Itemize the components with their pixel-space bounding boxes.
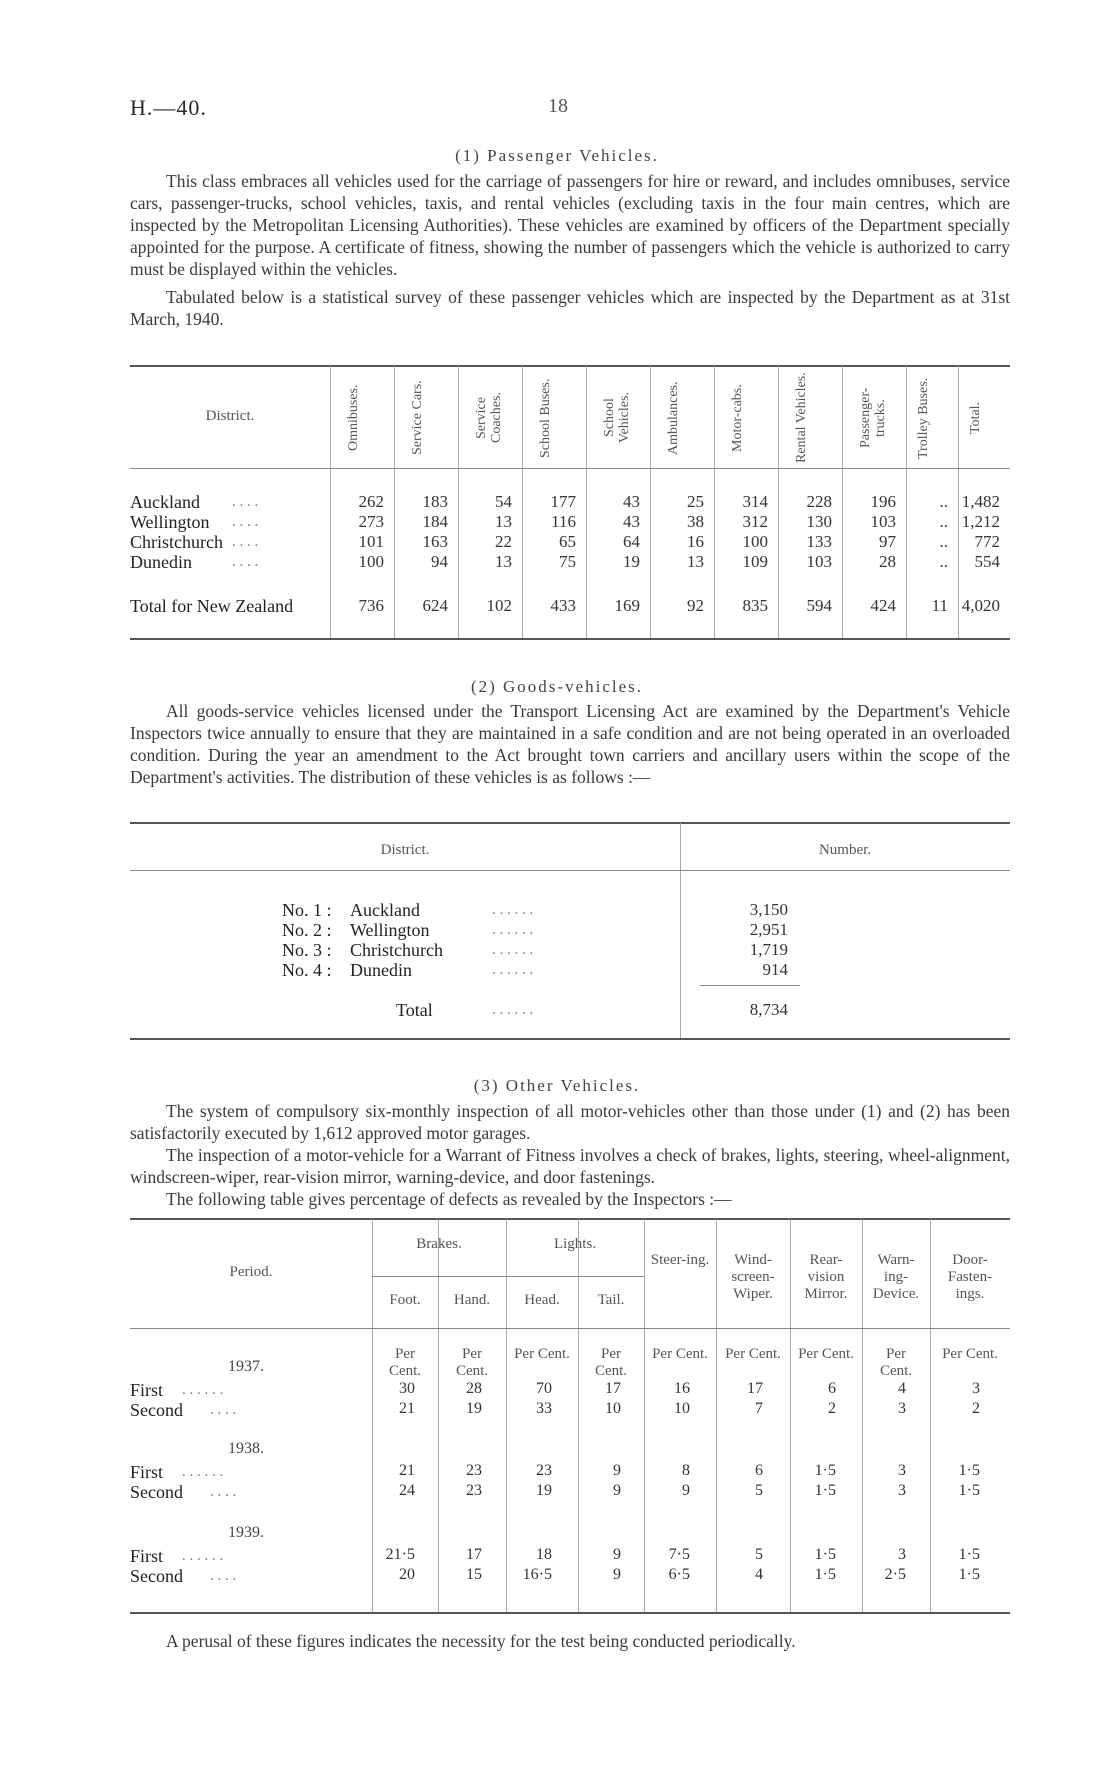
table-3-leader-dots: . . . . . . bbox=[182, 1548, 224, 1564]
table-2-row-district: Dunedin bbox=[350, 960, 412, 980]
table-3-cell: 3 bbox=[898, 1462, 906, 1479]
table-2-leader-dots: . . . . . . bbox=[492, 942, 534, 958]
table-1-cell: .. bbox=[939, 492, 948, 511]
table-3-unit-label: Per Cent. bbox=[388, 1346, 422, 1379]
closing-paragraph: A perusal of these figures indicates the necessity for the test being conducted periodically. bbox=[166, 1631, 796, 1651]
table-3-warn-header: Warn-ing-Device. bbox=[872, 1252, 920, 1302]
table-1-row-district: Dunedin bbox=[130, 552, 192, 572]
page-number: 18 bbox=[548, 95, 568, 117]
table-3-leader-dots: . . . . . . bbox=[182, 1464, 224, 1480]
table-3-head-header: Head. bbox=[524, 1292, 560, 1308]
table-1-cell: 25 bbox=[687, 492, 704, 511]
table-2-number-header: Number. bbox=[818, 842, 872, 858]
table-1-cell: 177 bbox=[550, 492, 576, 511]
table-3-row-label: Second bbox=[130, 1566, 183, 1586]
table-1-cell: 109 bbox=[742, 552, 768, 571]
table-3-cell: 21·5 bbox=[385, 1546, 415, 1563]
table-2-number-cell: 914 bbox=[762, 960, 788, 979]
table-3-cell: 4 bbox=[755, 1566, 763, 1583]
table-3-door-header: Door-Fasten-ings. bbox=[947, 1252, 993, 1302]
table-3-row-label: First bbox=[130, 1462, 164, 1482]
section-2-heading: (2) Goods-vehicles. bbox=[470, 677, 644, 696]
table-1-cell: 94 bbox=[431, 552, 448, 571]
section-3-paragraph-3: The following table gives percentage of defects as revealed by the Inspectors :— bbox=[166, 1189, 732, 1209]
table-3-cell: 9 bbox=[613, 1546, 621, 1563]
table-1-cell: 130 bbox=[806, 512, 832, 531]
table-1-cell: 38 bbox=[687, 512, 704, 531]
section-3-heading: (3) Other Vehicles. bbox=[473, 1076, 641, 1095]
table-2-row-district: Auckland bbox=[350, 900, 420, 920]
table-3-cell: 5 bbox=[755, 1482, 763, 1499]
table-3-cell: 33 bbox=[536, 1400, 552, 1417]
table-1-total-cell: 4,020 bbox=[961, 596, 1000, 615]
table-2-row-no: No. 3 : bbox=[282, 940, 332, 960]
table-3-cell: 10 bbox=[605, 1400, 621, 1417]
table-2-district-header: District. bbox=[380, 842, 430, 858]
table-1-cell: 554 bbox=[974, 552, 1000, 571]
table-1-total-label: Total for New Zealand bbox=[130, 596, 294, 616]
table-3-cell: 9 bbox=[613, 1566, 621, 1583]
table-1-cell: 772 bbox=[974, 532, 1000, 551]
section-3-text bbox=[130, 1100, 1010, 1210]
table-3-top-rule bbox=[130, 1218, 1010, 1220]
table-1-column-header: Passenger-trucks. bbox=[858, 387, 888, 449]
section-3-paragraph-2: The inspection of a motor-vehicle for a Warrant of Fitness involves a check of brakes, lights, steering, wheel-alignment, windscreen-wiper, rear-vision mirror, warning-device, and door fastenings. bbox=[130, 1145, 1010, 1187]
table-2-leader-dots: . . . . . . bbox=[492, 922, 534, 938]
table-3-leader-dots: . . . . bbox=[210, 1484, 237, 1500]
table-3-cell: 7·5 bbox=[668, 1546, 690, 1563]
table-3-cell: 21 bbox=[399, 1462, 415, 1479]
table-3-leader-dots: . . . . bbox=[210, 1402, 237, 1418]
table-3-cell: 5 bbox=[755, 1546, 763, 1563]
table-1-total-cell: 169 bbox=[614, 596, 640, 615]
table-1-total-cell: 433 bbox=[550, 596, 576, 615]
table-1-cell: 1,482 bbox=[961, 492, 1000, 511]
table-1-leader-dots: . . . . bbox=[232, 554, 259, 570]
table-3-cell: 1·5 bbox=[958, 1462, 980, 1479]
table-1-cell: 116 bbox=[551, 512, 576, 531]
table-3-wind-header: Wind-screen-Wiper. bbox=[731, 1252, 775, 1302]
table-2-total-label: Total bbox=[396, 1000, 433, 1020]
table-3-steering-header: Steer-ing. bbox=[650, 1252, 710, 1268]
table-1-cell: 100 bbox=[358, 552, 384, 571]
table-1-cell: 183 bbox=[422, 492, 448, 511]
table-1-cell: 43 bbox=[623, 512, 640, 531]
table-1-row-district: Christchurch bbox=[130, 532, 223, 552]
table-1-cell: 13 bbox=[495, 512, 512, 531]
table-3-foot-header: Foot. bbox=[389, 1292, 421, 1308]
table-3-unit-label: Per Cent. bbox=[652, 1346, 708, 1362]
table-3-unit-label: Per Cent. bbox=[725, 1346, 781, 1362]
table-3-unit-label: Per Cent. bbox=[594, 1346, 628, 1379]
table-3-cell: 1·5 bbox=[958, 1566, 980, 1583]
table-1-leader-dots: . . . . bbox=[232, 514, 259, 530]
table-3-cell: 2 bbox=[828, 1400, 836, 1417]
table-3-cell: 18 bbox=[536, 1546, 552, 1563]
table-3-unit-label: Per Cent. bbox=[514, 1346, 570, 1362]
table-3-year-label: 1937. bbox=[228, 1358, 264, 1375]
table-3-cell: 16 bbox=[674, 1380, 690, 1397]
table-1-cell: 228 bbox=[806, 492, 832, 511]
table-1-cell: 22 bbox=[495, 532, 512, 551]
table-3-row-label: Second bbox=[130, 1482, 183, 1502]
table-1-row-district: Wellington bbox=[130, 512, 210, 532]
table-3-hand-header: Hand. bbox=[453, 1292, 491, 1308]
table-3-bottom-rule bbox=[130, 1612, 1010, 1614]
table-3-cell: 1·5 bbox=[814, 1566, 836, 1583]
section-1-heading: (1) Passenger Vehicles. bbox=[455, 146, 659, 165]
table-3-cell: 24 bbox=[399, 1482, 415, 1499]
table-1-cell: 314 bbox=[742, 492, 768, 511]
table-3-unit-label: Per Cent. bbox=[798, 1346, 854, 1362]
table-3-cell: 3 bbox=[898, 1546, 906, 1563]
table-3-cell: 1·5 bbox=[814, 1546, 836, 1563]
table-1-column-header: Trolley Buses. bbox=[916, 377, 931, 459]
table-3-cell: 15 bbox=[466, 1566, 482, 1583]
table-2-bottom-rule bbox=[130, 1038, 1010, 1040]
table-3-cell: 21 bbox=[399, 1400, 415, 1417]
table-3-unit-label: Per Cent. bbox=[455, 1346, 489, 1379]
table-3-period-header: Period. bbox=[229, 1264, 273, 1280]
table-3-cell: 28 bbox=[466, 1380, 482, 1397]
table-2-row-no: No. 1 : bbox=[282, 900, 332, 920]
table-3-leader-dots: . . . . . . bbox=[182, 1382, 224, 1398]
table-3-rear-header: Rear-vision Mirror. bbox=[804, 1252, 848, 1302]
table-1-cell: 103 bbox=[806, 552, 832, 571]
table-3-unit-label: Per Cent. bbox=[879, 1346, 913, 1379]
table-1-total-cell: 736 bbox=[358, 596, 384, 615]
table-1-row-district: Auckland bbox=[130, 492, 200, 512]
table-1-column-header: Total. bbox=[968, 401, 983, 435]
table-1-column-header: Motor-cabs. bbox=[730, 384, 745, 452]
section-1-paragraph-2: Tabulated below is a statistical survey of these passenger vehicles which are inspected by the Department as at 31st March, 1940. bbox=[130, 287, 1010, 329]
table-1-cell: .. bbox=[939, 552, 948, 571]
table-3-cell: 3 bbox=[898, 1400, 906, 1417]
table-3-cell: 30 bbox=[399, 1380, 415, 1397]
closing-text bbox=[130, 1630, 1010, 1652]
table-1-cell: 19 bbox=[623, 552, 640, 571]
table-1-leader-dots: . . . . bbox=[232, 534, 259, 550]
table-2-leader-dots: . . . . . . bbox=[492, 1002, 534, 1018]
table-1-column-header: Service Cars. bbox=[410, 380, 425, 456]
table-2-total-rule bbox=[700, 985, 800, 986]
table-3-cell: 8 bbox=[682, 1462, 690, 1479]
table-1-cell: 100 bbox=[742, 532, 768, 551]
table-2-row-district: Wellington bbox=[350, 920, 430, 940]
table-1-total-cell: 424 bbox=[870, 596, 896, 615]
table-3-cell: 23 bbox=[466, 1482, 482, 1499]
table-3-header-rule bbox=[130, 1328, 1010, 1329]
table-3-subheader-rule bbox=[372, 1276, 644, 1277]
table-1-cell: 312 bbox=[742, 512, 768, 531]
table-3-row-label: First bbox=[130, 1380, 164, 1400]
table-1-cell: 101 bbox=[358, 532, 384, 551]
table-3-row-label: First bbox=[130, 1546, 164, 1566]
table-3-cell: 20 bbox=[399, 1566, 415, 1583]
table-3-cell: 17 bbox=[605, 1380, 621, 1397]
table-2-number-cell: 1,719 bbox=[749, 940, 788, 959]
table-1-cell: 184 bbox=[422, 512, 448, 531]
table-3-cell: 6 bbox=[828, 1380, 836, 1397]
table-1-cell: 64 bbox=[623, 532, 640, 551]
table-1-total-cell: 624 bbox=[422, 596, 448, 615]
table-2-header-rule bbox=[130, 870, 1010, 871]
section-1-text bbox=[130, 170, 1010, 330]
table-1-cell: .. bbox=[939, 512, 948, 531]
table-1-total-cell: 594 bbox=[806, 596, 832, 615]
table-1-cell: 262 bbox=[358, 492, 384, 511]
table-1-total-cell: 11 bbox=[931, 596, 948, 615]
table-3-cell: 1·5 bbox=[814, 1462, 836, 1479]
table-3-unit-label: Per Cent. bbox=[942, 1346, 998, 1362]
table-2-row-no: No. 4 : bbox=[282, 960, 332, 980]
table-2-top-rule bbox=[130, 822, 1010, 824]
table-3-cell: 19 bbox=[536, 1482, 552, 1499]
table-3-cell: 70 bbox=[536, 1380, 552, 1397]
table-3-cell: 3 bbox=[898, 1482, 906, 1499]
table-3-tail-header: Tail. bbox=[597, 1292, 625, 1308]
table-3-cell: 16·5 bbox=[522, 1566, 552, 1583]
table-3-cell: 9 bbox=[613, 1462, 621, 1479]
table-2-row-district: Christchurch bbox=[350, 940, 443, 960]
table-2-leader-dots: . . . . . . bbox=[492, 962, 534, 978]
section-3-paragraph-1: The system of compulsory six-monthly inspection of all motor-vehicles other than those under (1) and (2) has been satisfactorily executed by 1,612 approved motor garages. bbox=[130, 1101, 1010, 1143]
table-1-column-header: Omnibuses. bbox=[346, 384, 361, 452]
table-3-cell: 2·5 bbox=[884, 1566, 906, 1583]
table-1-column-header: School Buses. bbox=[538, 378, 553, 458]
table-2-total-cell: 8,734 bbox=[749, 1000, 788, 1019]
table-1-cell: 13 bbox=[495, 552, 512, 571]
table-1-top-rule bbox=[130, 365, 1010, 367]
table-2-leader-dots: . . . . . . bbox=[492, 902, 534, 918]
table-3-leader-dots: . . . . bbox=[210, 1568, 237, 1584]
table-3-cell: 4 bbox=[898, 1380, 906, 1397]
table-1-cell: 16 bbox=[687, 532, 704, 551]
table-1-total-cell: 835 bbox=[742, 596, 768, 615]
table-1-total-cell: 102 bbox=[486, 596, 512, 615]
table-3-cell: 9 bbox=[613, 1482, 621, 1499]
table-2-row-no: No. 2 : bbox=[282, 920, 332, 940]
section-2-text bbox=[130, 700, 1010, 788]
section-1-paragraph-1: This class embraces all vehicles used for the carriage of passengers for hire or reward, and includes omnibuses, service cars, passenger-trucks, school vehicles, taxis, and rental vehicles (excluding taxis in the four main centres, which are inspected by the Metropolitan Licensing Authorities). These vehicles are examined by officers of the Department specially appointed for the purpose. A certificate of fitness, showing the number of passengers which the vehicle is authorized to carry must be displayed within the vehicles. bbox=[130, 171, 1010, 279]
table-3-cell: 23 bbox=[536, 1462, 552, 1479]
table-3-cell: 17 bbox=[747, 1380, 763, 1397]
table-1-cell: 163 bbox=[422, 532, 448, 551]
table-2-number-cell: 3,150 bbox=[749, 900, 788, 919]
table-3-cell: 6 bbox=[755, 1462, 763, 1479]
table-3-year-label: 1939. bbox=[228, 1524, 264, 1541]
table-3-cell: 3 bbox=[972, 1380, 980, 1397]
table-3-brakes-header: Brakes. bbox=[416, 1236, 462, 1252]
table-1-cell: 28 bbox=[879, 552, 896, 571]
table-1-cell: 65 bbox=[559, 532, 576, 551]
table-2-number-cell: 2,951 bbox=[749, 920, 788, 939]
table-1-header-rule bbox=[130, 468, 1010, 469]
table-1-cell: 54 bbox=[495, 492, 512, 511]
section-2-paragraph: All goods-service vehicles licensed under the Transport Licensing Act are examined by the Department's Vehicle Inspectors twice annually to ensure that they are maintained in a safe condition and are not being operated in an overloaded condition. During the year an amendment to the Act brought town carriers and ancillary users within the scope of the Department's activities. The distribution of these vehicles is as follows :— bbox=[130, 701, 1010, 787]
table-3-row-label: Second bbox=[130, 1400, 183, 1420]
table-3-cell: 19 bbox=[466, 1400, 482, 1417]
table-1-cell: 97 bbox=[879, 532, 896, 551]
table-3-cell: 2 bbox=[972, 1400, 980, 1417]
table-1-cell: 43 bbox=[623, 492, 640, 511]
table-1-cell: 273 bbox=[358, 512, 384, 531]
table-1-column-header: Rental Vehicles. bbox=[794, 372, 809, 464]
table-1-district-header: District. bbox=[205, 408, 255, 424]
table-3-cell: 1·5 bbox=[814, 1482, 836, 1499]
table-1-cell: 1,212 bbox=[961, 512, 1000, 531]
table-3-cell: 9 bbox=[682, 1482, 690, 1499]
table-1-column-header: Ambulances. bbox=[666, 381, 681, 455]
table-3-cell: 6·5 bbox=[668, 1566, 690, 1583]
table-3-cell: 17 bbox=[466, 1546, 482, 1563]
table-3-lights-header: Lights. bbox=[553, 1236, 597, 1252]
table-1-cell: .. bbox=[939, 532, 948, 551]
table-3-cell: 10 bbox=[674, 1400, 690, 1417]
table-1-leader-dots: . . . . bbox=[232, 494, 259, 510]
table-3-year-label: 1938. bbox=[228, 1440, 264, 1457]
table-3-cell: 23 bbox=[466, 1462, 482, 1479]
table-1-column-header: Service Coaches. bbox=[474, 392, 504, 444]
table-1-cell: 196 bbox=[870, 492, 896, 511]
table-1-bottom-rule bbox=[130, 638, 1010, 640]
table-1-cell: 13 bbox=[687, 552, 704, 571]
table-3-cell: 1·5 bbox=[958, 1546, 980, 1563]
table-1-total-cell: 92 bbox=[687, 596, 704, 615]
table-3-cell: 1·5 bbox=[958, 1482, 980, 1499]
table-1-cell: 133 bbox=[806, 532, 832, 551]
document-reference: H.—40. bbox=[130, 95, 207, 120]
table-3-cell: 7 bbox=[755, 1400, 763, 1417]
table-1-cell: 75 bbox=[559, 552, 576, 571]
table-1-cell: 103 bbox=[870, 512, 896, 531]
table-1-column-header: School Vehicles. bbox=[602, 392, 632, 444]
